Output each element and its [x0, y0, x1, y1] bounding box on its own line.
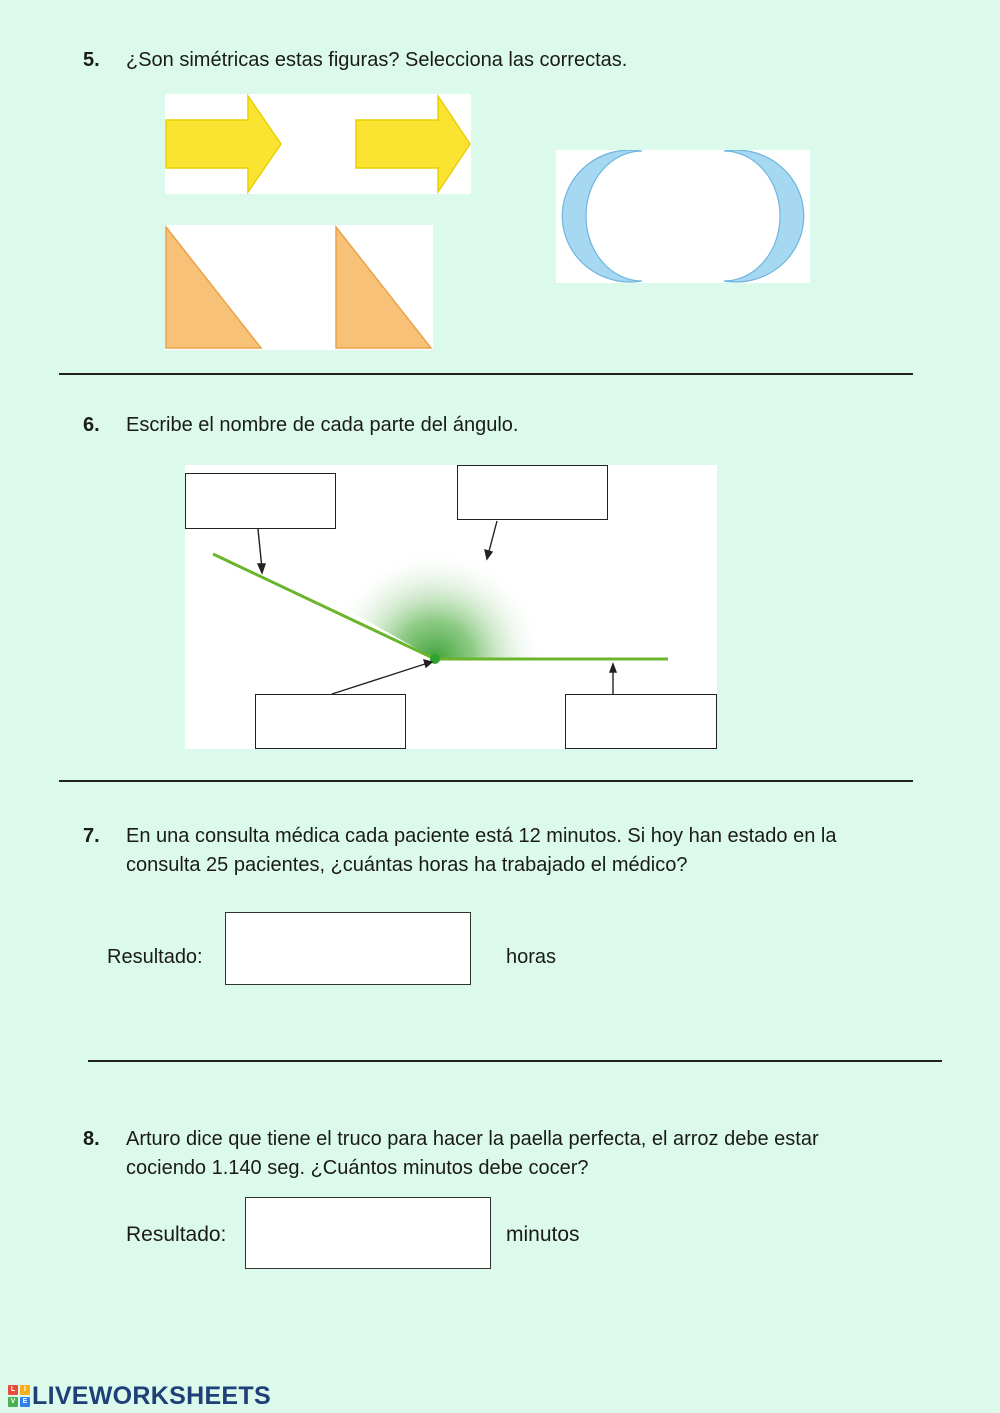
- logo-block: I: [20, 1385, 30, 1395]
- triangles-figure[interactable]: [165, 225, 433, 350]
- q7-answer-input[interactable]: [225, 912, 471, 985]
- orange-triangle-right: [336, 227, 431, 348]
- q7-unit: horas: [506, 946, 557, 968]
- q7-text-line1: En una consulta médica cada paciente está 12 minutos. Si hoy han estado en la: [126, 825, 837, 847]
- pointer-arrow-region: [488, 521, 497, 555]
- logo-blocks-icon: [8, 1385, 30, 1407]
- q5-number: 5.: [83, 49, 100, 71]
- logo-block: E: [20, 1397, 30, 1407]
- blue-crescent-left: [562, 150, 642, 282]
- divider-1: [59, 373, 913, 375]
- q8-result-label: Resultado:: [126, 1223, 227, 1246]
- q8-number: 8.: [83, 1128, 100, 1150]
- arrows-figure[interactable]: [165, 94, 471, 194]
- divider-3: [88, 1060, 942, 1062]
- q8-unit: minutos: [506, 1223, 580, 1246]
- yellow-arrow-left: [166, 96, 281, 192]
- q8-answer-input[interactable]: [245, 1197, 491, 1269]
- q7-result-label: Resultado:: [107, 946, 203, 968]
- q5-text: ¿Son simétricas estas figuras? Selecciona las correctas.: [126, 49, 628, 71]
- q7-number: 7.: [83, 825, 100, 847]
- logo-text: LIVEWORKSHEETS: [32, 1381, 271, 1410]
- q6-text: Escribe el nombre de cada parte del ángulo.: [126, 414, 519, 436]
- divider-2: [59, 780, 913, 782]
- pointer-arrow-side: [258, 529, 262, 569]
- logo-block: L: [8, 1385, 18, 1395]
- crescents-figure[interactable]: [556, 150, 810, 283]
- q8-text-line2: cociendo 1.140 seg. ¿Cuántos minutos debe cocer?: [126, 1157, 589, 1179]
- label-box-side-lower[interactable]: [565, 694, 717, 749]
- label-box-region[interactable]: [457, 465, 608, 520]
- orange-triangle-left: [166, 227, 261, 348]
- liveworksheets-logo[interactable]: [8, 1383, 271, 1409]
- logo-block: V: [8, 1397, 18, 1407]
- pointer-arrow-vertex: [332, 663, 428, 694]
- angle-diagram: [185, 465, 717, 749]
- label-box-side[interactable]: [185, 473, 336, 529]
- q8-text-line1: Arturo dice que tiene el truco para hacer la paella perfecta, el arroz debe estar: [126, 1128, 819, 1150]
- yellow-arrow-right: [356, 96, 470, 192]
- blue-crescent-right: [724, 150, 804, 282]
- label-box-vertex[interactable]: [255, 694, 406, 749]
- q7-text-line2: consulta 25 pacientes, ¿cuántas horas ha trabajado el médico?: [126, 854, 688, 876]
- angle-region: [325, 537, 557, 659]
- q6-number: 6.: [83, 414, 100, 436]
